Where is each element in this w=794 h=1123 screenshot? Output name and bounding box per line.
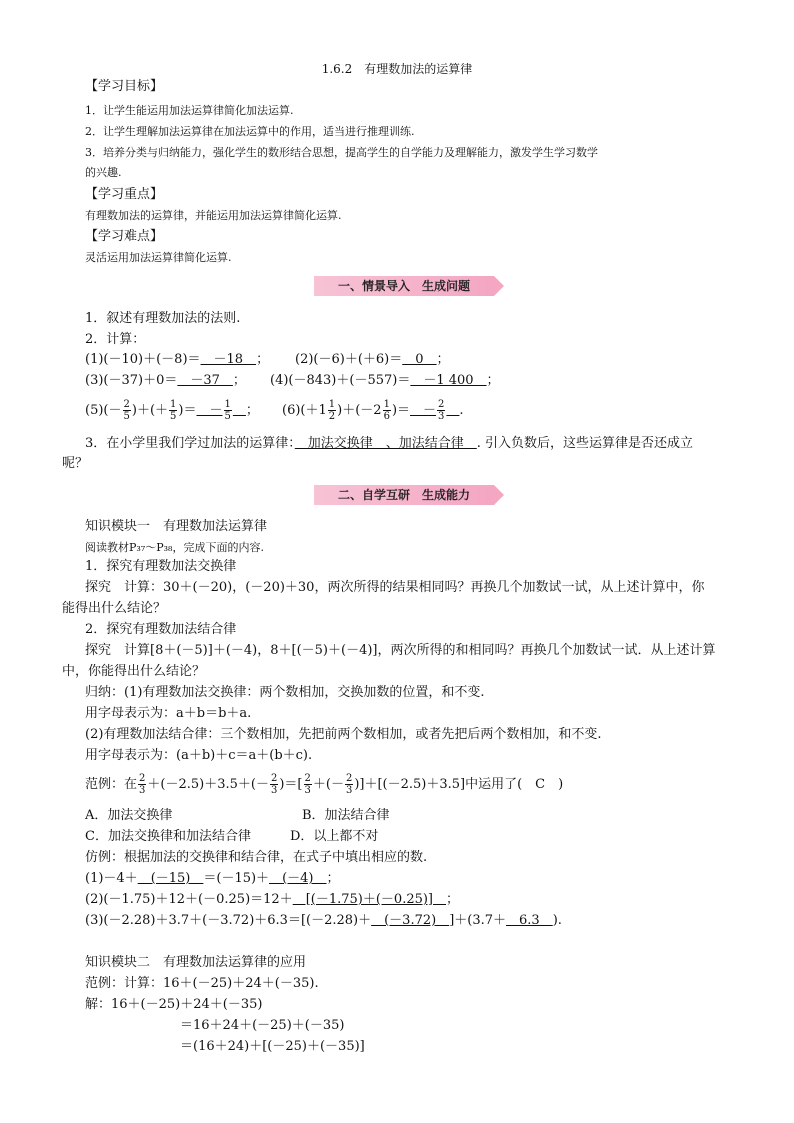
calc-5: (5)(－ $\frac{2}{5}$ )＋(＋ $\frac{1}{5}$ )＝ － $\frac{1}{5}$ ； [85, 399, 259, 422]
module1-read: 阅读教材P₃₇～P₃₈，完成下面的内容. [85, 541, 264, 554]
imitation-intro: 仿例：根据加法的交换律和结合律，在式子中填出相应的数. [85, 850, 428, 865]
example-question: 范例：在 $\frac{2}{3}$ ＋(－2.5)＋3.5＋(－ $\frac{2}{3}$ )＝[ $\frac{2}{3}$ ＋(－ $\frac{2}{3}$ )]＋[(－2.5)＋3.5]中运用了( C ) [85, 773, 564, 796]
key-header: 【学习重点】 [85, 187, 164, 202]
module1-s2: 2．探究有理数加法结合律 [85, 622, 237, 637]
intro-q3: 3．在小学里我们学过加法的运算律： 加法交换律 、加法结合律 . 引入负数后，这些运算律是否还成立 [85, 436, 694, 451]
calc-2: (2)(－6)＋(＋6)＝ 0 ； [295, 352, 450, 367]
solution-line-3: ＝(16＋24)＋[(－25)＋(－35)] [180, 1039, 365, 1054]
calc-1: (1)(－10)＋(－8)＝ －18 ； [85, 352, 270, 367]
module1-title: 知识模块一 有理数加法运算律 [85, 519, 268, 534]
calc-6: (6)(＋1 $\frac{1}{2}$ )＋(－2 $\frac{1}{6}$ )＝ － $\frac{2}{3}$ . [282, 399, 464, 422]
solution-line-1: 解：16＋(－25)＋24＋(－35) [85, 997, 263, 1012]
module1-s1b: 能得出什么结论？ [62, 601, 167, 616]
imitation-3: (3)(－2.28)＋3.7＋(－3.72)＋6.3＝[(－2.28)＋ (－3.72) ]＋(3.7＋ 6.3 ). [85, 913, 562, 928]
goal-item: 3．培养分类与归纳能力，强化学生的数形结合思想，提高学生的自学能力及理解能力，激发学生学习数学 [85, 146, 598, 159]
option-a: A．加法交换律 [85, 808, 173, 823]
imitation-1: (1)－4＋ (－15) ＝(－15)＋ (－4) ； [85, 871, 340, 886]
option-c: C．加法交换律和加法结合律 [85, 829, 251, 844]
section-banner-1: 一、情景导入 生成问题 [314, 276, 494, 296]
page-title: 1.6.2 有理数加法的运算律 [321, 62, 473, 76]
calc-4: (4)(－843)＋(－557)＝ －1 400 ； [270, 373, 500, 388]
intro-q1: 1．叙述有理数加法的法则. [85, 311, 241, 326]
imitation-2: (2)(－1.75)＋12＋(－0.25)＝12＋ [(－1.75)＋(－0.25)] ； [85, 892, 460, 907]
goal-item: 1．让学生能运用加法运算律简化加法运算. [85, 104, 294, 117]
summary-1: 归纳：(1)有理数加法交换律：两个数相加，交换加数的位置，和不变. [85, 685, 485, 700]
module1-s2a: 探究 计算[8＋(－5)]＋(－4)，8＋[(－5)＋(－4)]，两次所得的和相同吗？再换几个加数试一试．从上述计算 [85, 643, 716, 658]
difficulty-header: 【学习难点】 [85, 229, 164, 244]
calc-3: (3)(－37)＋0＝ －37 ； [85, 373, 246, 388]
difficulty-text: 灵活运用加法运算律简化运算. [85, 251, 232, 264]
module2-example: 范例：计算：16＋(－25)＋24＋(－35). [85, 976, 319, 991]
summary-4: 用字母表示为：(a＋b)＋c＝a＋(b＋c). [85, 748, 313, 763]
module2-title: 知识模块二 有理数加法运算律的应用 [85, 955, 307, 970]
solution-line-2: ＝16＋24＋(－25)＋(－35) [180, 1018, 345, 1033]
goal-item: 2．让学生理解加法运算律在加法运算中的作用，适当进行推理训练. [85, 125, 415, 138]
summary-2: 用字母表示为：a＋b＝b＋a. [85, 706, 252, 721]
key-text: 有理数加法的运算律，并能运用加法运算律简化运算. [85, 209, 342, 222]
summary-3: (2)有理数加法结合律：三个数相加，先把前两个数相加，或者先把后两个数相加，和不变. [85, 727, 602, 742]
goals-header: 【学习目标】 [85, 79, 164, 94]
option-d: D．以上都不对 [290, 829, 379, 844]
intro-q2: 2．计算： [85, 332, 146, 347]
option-b: B．加法结合律 [302, 808, 390, 823]
goal-item: 的兴趣. [85, 166, 122, 179]
intro-q3-cont: 呢？ [62, 456, 89, 471]
module1-s1a: 探究 计算：30＋(－20)，(－20)＋30，两次所得的结果相同吗？再换几个加数试一试，从上述计算中，你 [85, 580, 705, 595]
module1-s1: 1．探究有理数加法交换律 [85, 559, 237, 574]
section-banner-2: 二、自学互研 生成能力 [314, 485, 494, 505]
module1-s2b: 中，你能得出什么结论？ [62, 664, 206, 679]
